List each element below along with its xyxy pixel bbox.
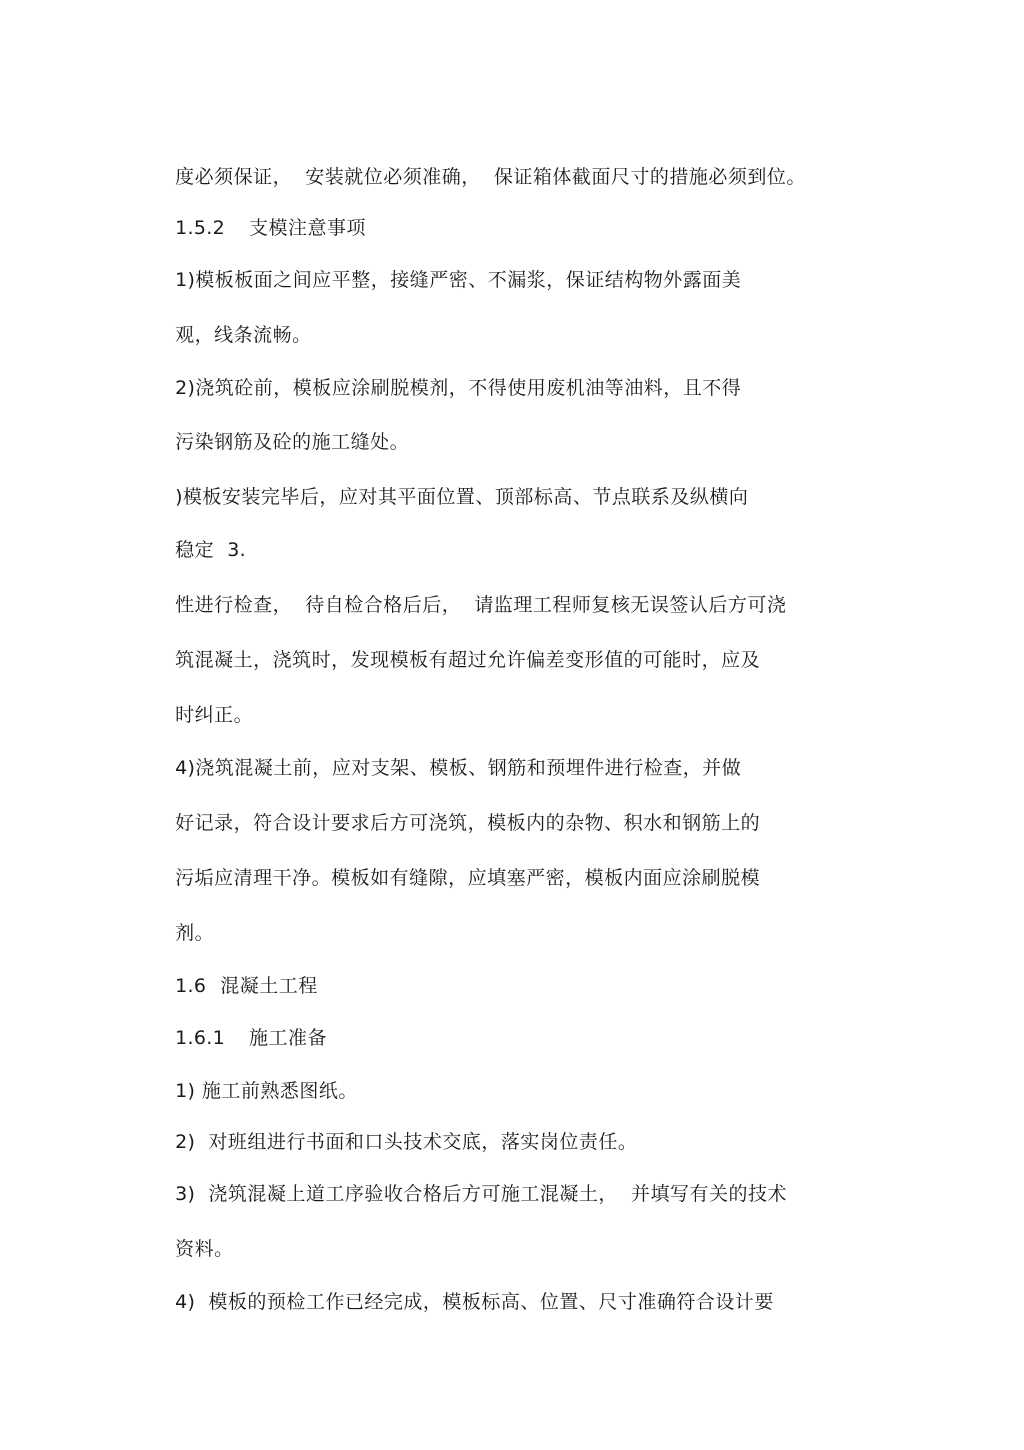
line-text: 观，线条流畅。 [175, 324, 312, 346]
list-number: 2) [175, 377, 196, 399]
line-text: 剂。 [175, 922, 215, 944]
line-text: 污垢应清理干净。模板如有缝隙，应填塞严密，模板内面应涂刷脱模 [175, 867, 761, 889]
section-title: 施工准备 [249, 1027, 328, 1049]
line-text: 模板安装完毕后，应对其平面位置、顶部标高、节点联系及纵横向 [182, 486, 749, 508]
line-text: 好记录，符合设计要求后方可浇筑，模板内的杂物、积水和钢筋上的 [175, 812, 761, 834]
line-text: 浇筑混凝上道工序验收合格后方可施工混凝土， 并填写有关的技术 [208, 1183, 787, 1205]
line-text: 性进行检查， 待自检合格后后， 请监理工程师复核无误签认后方可浇 [175, 594, 787, 616]
line-text: 施工前熟悉图纸。 [201, 1080, 358, 1102]
list-number: 4) [175, 1291, 196, 1313]
list-number: 2) [175, 1131, 196, 1153]
list-item-3 [149, 1158, 787, 1230]
line-text: 资料。 [175, 1238, 234, 1260]
line-text: 对班组进行书面和口头技术交底，落实岗位责任。 [208, 1131, 638, 1153]
section-title: 混凝土工程 [220, 975, 318, 997]
text-line-continuation [149, 842, 760, 914]
section-number: 1.6.1 [175, 1027, 226, 1049]
section-title: 支模注意事项 [249, 217, 367, 239]
list-number: 1) [175, 1080, 196, 1102]
line-text: 时纠正。 [175, 704, 254, 726]
section-number: 1.5.2 [175, 217, 226, 239]
list-item-4 [149, 1266, 774, 1338]
line-text: 污染钢筋及砼的施工缝处。 [175, 431, 410, 453]
line-text: 模板的预检工作已经完成，模板标高、位置、尺寸准确符合设计要 [208, 1291, 774, 1313]
line-text: 浇筑砼前，模板应涂刷脱模剂，不得使用废机油等油料，且不得 [195, 377, 742, 399]
list-number: 1) [175, 269, 196, 291]
line-text: 筑混凝土，浇筑时，发现模板有超过允许偏差变形值的可能时，应及 [175, 649, 761, 671]
list-number: 3) [175, 1183, 196, 1205]
list-number: 4) [175, 757, 196, 779]
line-text: 度必须保证， 安装就位必须准确， 保证箱体截面尺寸的措施必须到位。 [175, 166, 806, 188]
line-text: 浇筑混凝土前，应对支架、模板、钢筋和预埋件进行检查，并做 [195, 757, 742, 779]
line-text: 模板板面之间应平整，接缝严密、不漏浆，保证结构物外露面美 [195, 269, 742, 291]
list-number: 3. [227, 539, 247, 561]
list-number: ) [175, 486, 183, 508]
line-text: 稳定 [175, 539, 215, 561]
section-number: 1.6 [175, 975, 207, 997]
